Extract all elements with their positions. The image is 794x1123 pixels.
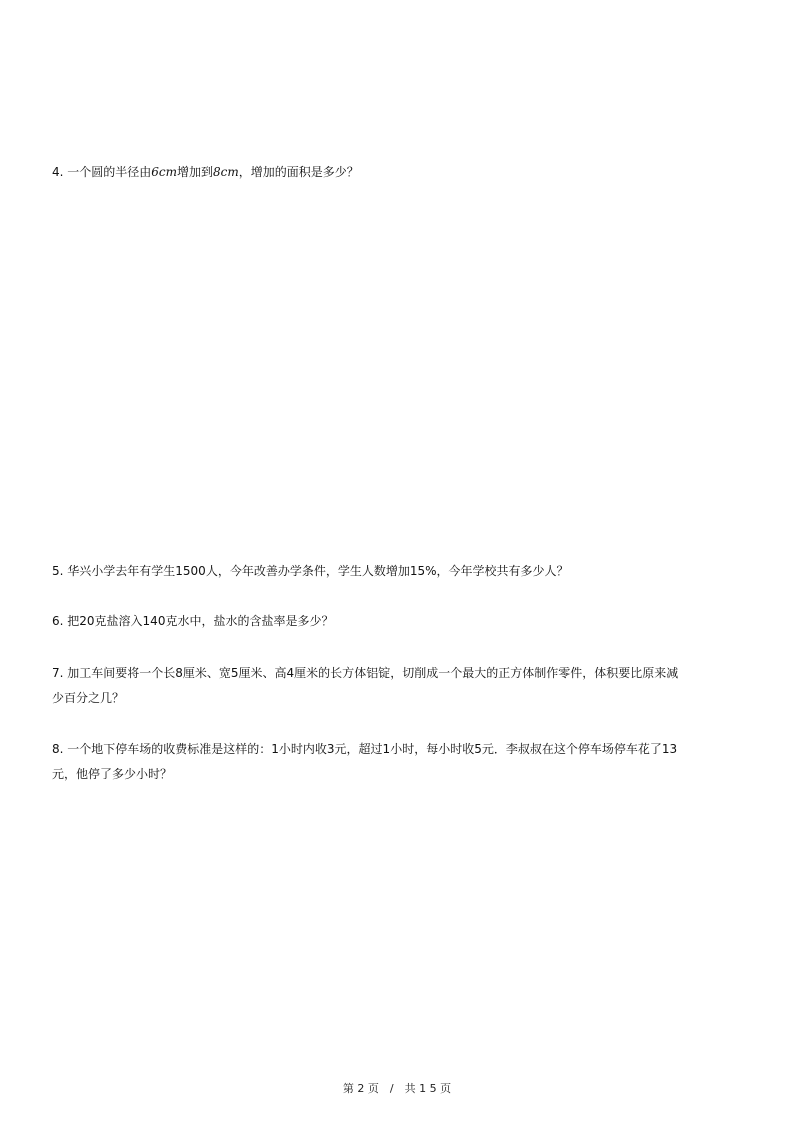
question-number: 8. [52, 742, 64, 756]
question-number: 6. [52, 614, 64, 628]
question-text: 一个圆的半径由 [67, 165, 152, 179]
question-number: 4. [52, 165, 64, 179]
math-value: 6cm [151, 165, 178, 179]
question-text: ，增加的面积是多少？ [238, 165, 359, 179]
page-footer: 第 2 页 / 共 1 5 页 [342, 1082, 452, 1095]
math-value: 8cm [213, 165, 239, 179]
question-4 [52, 160, 752, 185]
question-7 [52, 661, 752, 711]
question-text: 把20克盐溶入140克水中，盐水的含盐率是多少？ [67, 614, 334, 628]
question-text: 一个地下停车场的收费标准是这样的：1小时内收3元，超过1小时，每小时收5元．李叔叔在这个停车场停车花了13 [67, 742, 678, 756]
question-5 [52, 559, 752, 584]
question-8 [52, 737, 752, 787]
question-text-continued: 少百分之几？ [52, 691, 125, 705]
question-text: 加工车间要将一个长8厘米、宽5厘米、高4厘米的长方体铝锭，切削成一个最大的正方体制作零件，体积要比原来减 [67, 666, 679, 680]
question-text: 华兴小学去年有学生1500人，今年改善办学条件，学生人数增加15%，今年学校共有多少人？ [67, 564, 569, 578]
question-number: 5. [52, 564, 64, 578]
question-number: 7. [52, 666, 64, 680]
question-text-continued: 元，他停了多少小时？ [52, 767, 173, 781]
question-text: 增加到 [177, 165, 214, 179]
question-6 [52, 609, 752, 634]
